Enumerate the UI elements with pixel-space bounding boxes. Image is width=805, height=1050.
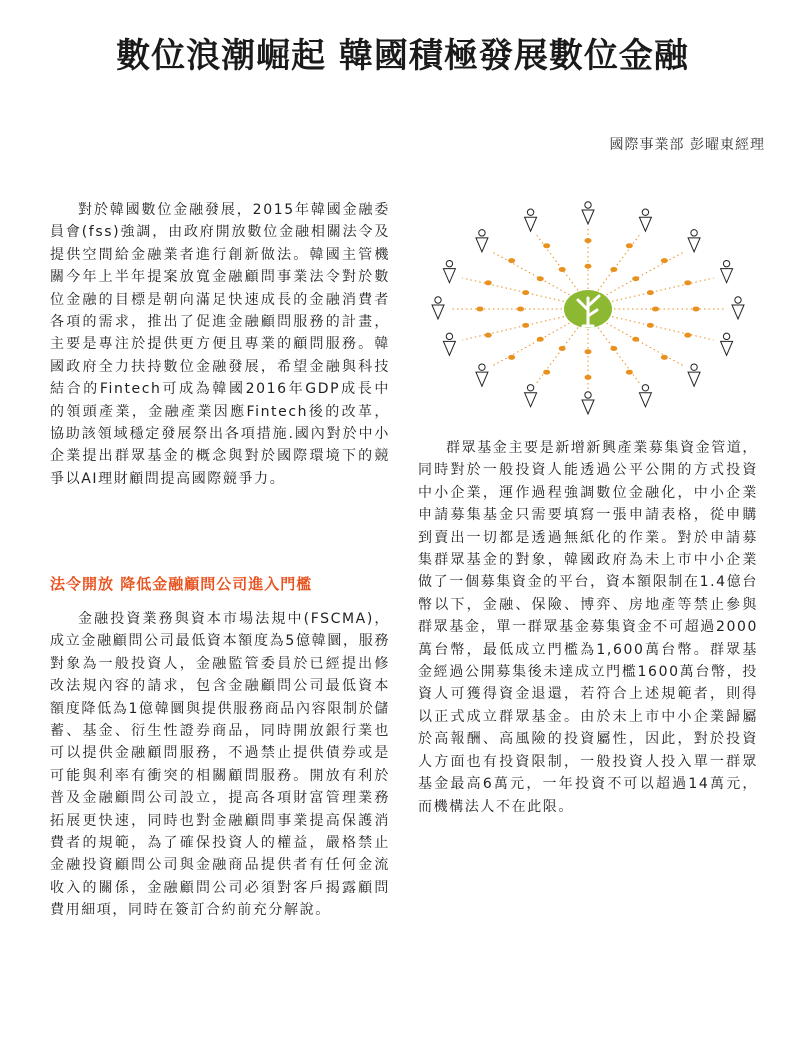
coin-icon xyxy=(517,307,524,312)
coin-icon xyxy=(543,243,550,248)
diagram-spoke xyxy=(536,327,578,383)
coin-icon xyxy=(610,267,617,272)
coin-icon xyxy=(559,346,566,351)
person-icon xyxy=(688,364,700,386)
coin-icon xyxy=(661,355,668,360)
coin-icon xyxy=(585,349,592,354)
coin-icon xyxy=(585,264,592,269)
coin-icon xyxy=(585,238,592,243)
person-icon xyxy=(525,385,537,407)
person-icon xyxy=(732,297,744,319)
section-paragraph: 金融投資業務與資本市場法規中(FSCMA)，成立金融顧問公司最低資本額度為5億韓圜，服務對象為一般投資人，金融監管委員於已經提出修改法規內容的請求，包含金融顧問公司最低資本額度降低為1億韓圜與提供服務商品內容限制於儲蓄、基金、衍生性證券商品，同時開放銀行業也可以提供金融顧問服務，不過禁止提供債券或是可能與利率有衝突的相關顧問服務。開放有利於普及金融顧問公司設立，提高各項財富管理業務拓展更快速，同時也對金融顧問事業提高保護消費者的規範，為了確保投資人的權益，嚴格禁止金融投資顧問公司與金融商品提供者有任何金流收入的關係，金融顧問公司必須對客戶揭露顧問費用細項，同時在簽訂合約前充分解說。 xyxy=(50,611,390,919)
diagram-spoke xyxy=(598,327,640,383)
coin-icon xyxy=(485,280,492,285)
coin-icon xyxy=(543,370,550,375)
person-icon xyxy=(639,209,651,231)
person-icon xyxy=(443,260,455,282)
coin-icon xyxy=(661,258,668,263)
author-byline: 國際事業部 彭曜東經理 xyxy=(609,137,765,153)
diagram-spoke xyxy=(462,317,564,340)
coin-icon xyxy=(522,323,529,328)
person-icon xyxy=(582,202,594,224)
diagram-spoke xyxy=(612,317,714,340)
coin-icon xyxy=(477,307,484,312)
person-icon xyxy=(688,230,700,252)
coin-icon xyxy=(684,333,691,338)
diagram-spoke xyxy=(492,252,570,295)
person-icon xyxy=(525,209,537,231)
person-icon xyxy=(476,230,488,252)
coin-icon xyxy=(647,290,654,295)
coin-icon xyxy=(652,307,659,312)
coin-icon xyxy=(610,346,617,351)
right-paragraph: 群眾基金主要是新增新興產業募集資金管道，同時對於一般投資人能透過公平公開的方式投資中小企業，運作過程強調數位金融化，中小企業申請募集基金只需要填寫一張申請表格，從申購到賣出一切都是透過無紙化的作業。對於申請募集群眾基金的對象，韓國政府為未上市中小企業做了一個募集資金的平台，資本額限制在1.4億台幣以下，金融、保險、博弈、房地產等禁止參與群眾基金，單一群眾基金募集資金不可超過2000萬台幣，最低成立門檻為1,600萬台幣。群眾基金經過公開募集後未達成立門檻1600萬台幣，投資人可獲得資金退還，若符合上述規範者，則得以正式成立群眾基金。由於未上市中小企業歸屬於高報酬、高風險的投資屬性，因此，對於投資人方面也有投資限制，一般投資人投入單一群眾基金最高6萬元，一年投資不可以超過14萬元，而機構法人不在此限。 xyxy=(418,440,758,815)
person-icon xyxy=(721,333,733,355)
right-column xyxy=(418,437,758,818)
person-icon xyxy=(432,297,444,319)
coin-icon xyxy=(508,355,515,360)
tree-icon xyxy=(564,290,612,328)
coin-icon xyxy=(626,243,633,248)
coin-icon xyxy=(647,323,654,328)
diagram-spoke xyxy=(598,234,640,290)
crowdfunding-diagram xyxy=(418,198,758,420)
person-icon xyxy=(639,385,651,407)
coin-icon xyxy=(632,276,639,281)
section-heading: 法令開放 降低金融顧問公司進入門檻 xyxy=(50,575,313,593)
article-title: 數位浪潮崛起 韓國積極發展數位金融 xyxy=(116,36,689,76)
diagram-spoke xyxy=(606,323,684,366)
coin-icon xyxy=(585,375,592,380)
coin-icon xyxy=(537,337,544,342)
person-icon xyxy=(582,392,594,414)
person-icon xyxy=(443,333,455,355)
diagram-spoke xyxy=(612,278,714,301)
coin-icon xyxy=(632,337,639,342)
person-icon xyxy=(721,260,733,282)
intro-paragraph: 對於韓國數位金融發展，2015年韓國金融委員會(fss)強調，由政府開放數位金融相關法令及提供空間給金融業者進行創新做法。韓國主管機關今年上半年提案放寬金融顧問事業法令對於數位金融的目標是朝向滿足快速成長的金融消費者各項的需求，推出了促進金融顧問服務的計畫，主要是專注於提供更方便且專業的顧問服務。韓國政府全力扶持數位金融發展，希望金融與科技結合的Fintech可成為韓國2016年GDP成長中的領頭產業，金融產業因應Fintech後的改革，協助該領域穩定發展祭出各項措施.國內對於中小企業提出群眾基金的概念與對於國際環境下的競爭以AI理財顧問提高國際競爭力。 xyxy=(50,202,390,487)
coin-icon xyxy=(559,267,566,272)
coin-icon xyxy=(693,307,700,312)
section-column xyxy=(50,608,390,922)
intro-column xyxy=(50,199,390,490)
coin-icon xyxy=(522,290,529,295)
coin-icon xyxy=(626,370,633,375)
diagram-spoke xyxy=(606,252,684,295)
coin-icon xyxy=(508,258,515,263)
diagram-spoke xyxy=(462,278,564,301)
coin-icon xyxy=(485,333,492,338)
person-icon xyxy=(476,364,488,386)
coin-icon xyxy=(537,276,544,281)
coin-icon xyxy=(684,280,691,285)
diagram-spoke xyxy=(536,234,578,290)
diagram-spoke xyxy=(492,323,570,366)
